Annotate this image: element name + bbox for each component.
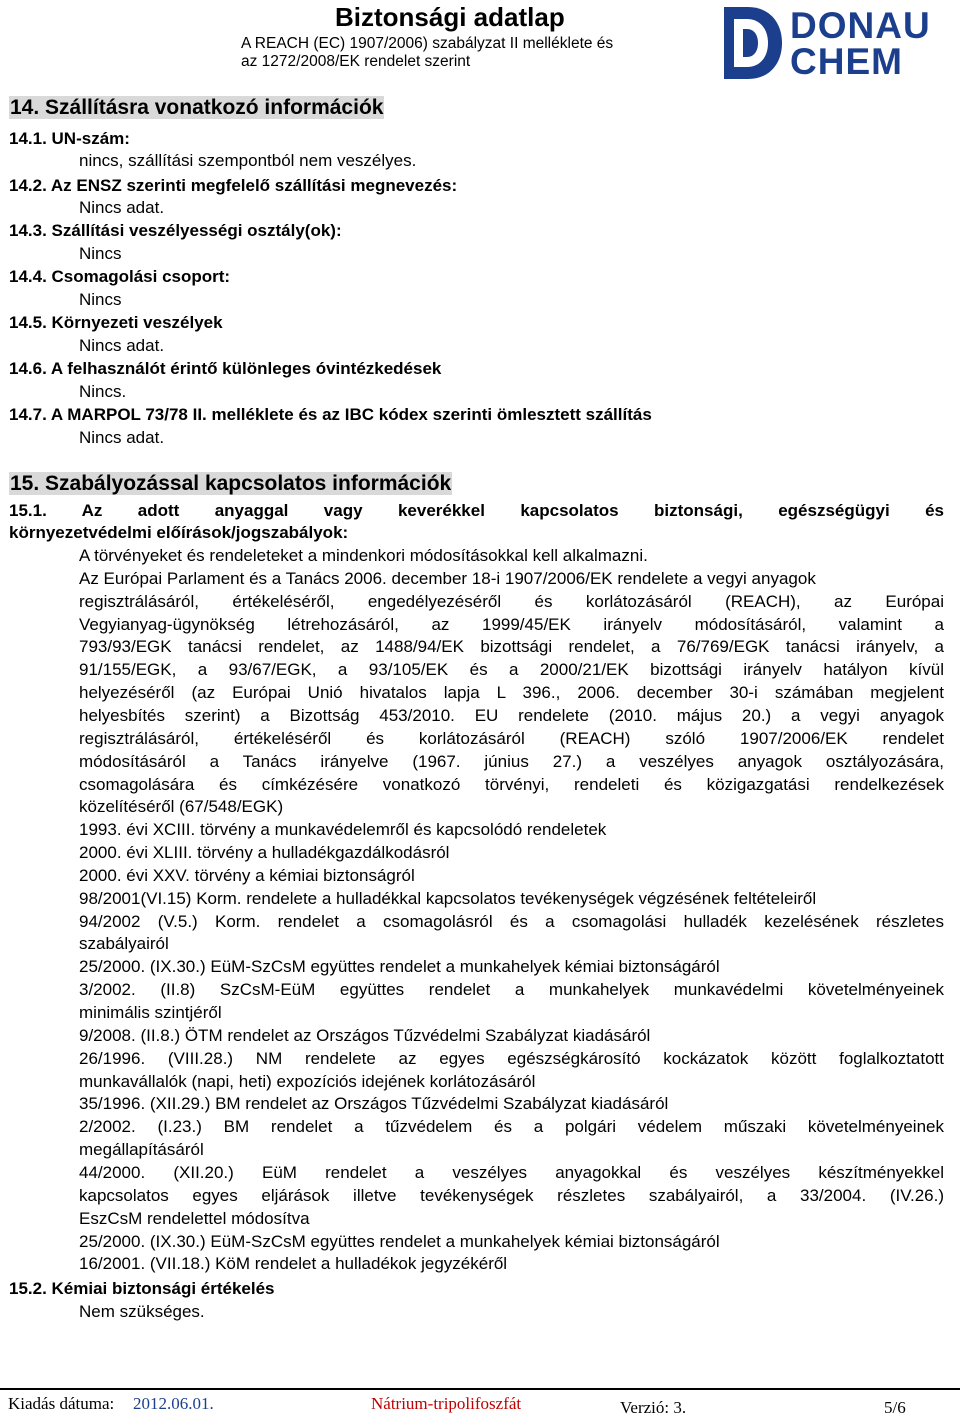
regulation-line: helyezéséről (az Európai Unió hivatalos lapja L 396., 2006. december 30-i számában megjelent xyxy=(79,683,944,702)
logo-text-chem: CHEM xyxy=(790,41,903,82)
regulation-line: Az Európai Parlament és a Tanács 2006. december 18-i 1907/2006/EK rendelete a vegyi anyagok xyxy=(79,569,816,588)
regulation-line: csomagolására és címkézésére vonatkozó törvényi, rendeleti és közigazgatási rendelkezések xyxy=(79,775,944,794)
section-15-heading: 15. Szabályozással kapcsolatos információk xyxy=(10,472,452,495)
regulation-line: szabályairól xyxy=(79,934,169,953)
item-14-6-value: Nincs. xyxy=(79,382,127,401)
footer-divider xyxy=(0,1388,960,1390)
item-14-3-value: Nincs xyxy=(79,244,122,263)
item-14-2-label: 14.2. Az ENSZ szerinti megfelelő szállítási megnevezés: xyxy=(9,176,458,195)
regulation-line: regisztrálásáról, értékeléséről, engedélyezéséről és korlátozásáról (REACH), az Európai xyxy=(79,592,944,611)
regulation-line: 94/2002 (V.5.) Korm. rendelet a csomagolásról és a csomagolási hulladék kezelésének részletes xyxy=(79,912,944,931)
item-14-7-label: 14.7. A MARPOL 73/78 II. melléklete és az IBC kódex szerinti ömlesztett szállítás xyxy=(9,405,652,424)
regulation-line: regisztrálásáról, értékeléséről és korlátozásáról (REACH) szóló 1907/2006/EK rendelet xyxy=(79,729,944,748)
regulation-line: 25/2000. (IX.30.) EüM-SzCsM együttes rendelet a munkahelyek kémiai biztonságáról xyxy=(79,1232,720,1251)
regulation-line: 793/93/EGK tanácsi rendelet, az 1488/94/EK bizottsági rendelet, a 76/769/EGK tanácsi irányelv, a xyxy=(79,637,944,656)
regulation-line: módosításáról a Tanács irányelve (1967. június 27.) a veszélyes anyagok osztályozására, xyxy=(79,752,944,771)
issue-date: 2012.06.01. xyxy=(133,1394,214,1413)
item-14-4-label: 14.4. Csomagolási csoport: xyxy=(9,267,231,286)
product-name: Nátrium-tripolifoszfát xyxy=(371,1394,522,1413)
item-14-1-label: 14.1. UN-szám: xyxy=(9,129,130,148)
item-15-1-label-line1: 15.1. Az adott anyaggal vagy keverékkel kapcsolatos biztonsági, egészségügyi és xyxy=(9,501,944,520)
item-14-3-label: 14.3. Szállítási veszélyességi osztály(ok): xyxy=(9,221,342,240)
item-14-7-value: Nincs adat. xyxy=(79,428,165,447)
version: Verzió: 3. xyxy=(620,1398,687,1417)
regulation-line: munkavállalók (napi, heti) expozíciós idejének korlátozásáról xyxy=(79,1072,536,1091)
document-subtitle-2: az 1272/2008/EK rendelet szerint xyxy=(241,53,471,70)
regulation-line: 2000. évi XXV. törvény a kémiai biztonságról xyxy=(79,866,415,885)
logo-text-donau: DONAU xyxy=(790,5,931,46)
item-15-2-value: Nem szükséges. xyxy=(79,1302,205,1321)
document-subtitle-1: A REACH (EC) 1907/2006) szabályzat II melléklete és xyxy=(241,35,614,52)
regulation-line: 2000. évi XLIII. törvény a hulladékgazdálkodásról xyxy=(79,843,450,862)
regulation-line: közelítéséről (67/548/EGK) xyxy=(79,797,284,816)
item-14-4-value: Nincs xyxy=(79,290,122,309)
item-14-2-value: Nincs adat. xyxy=(79,198,165,217)
item-14-5-label: 14.5. Környezeti veszélyek xyxy=(9,313,223,332)
item-14-5-value: Nincs adat. xyxy=(79,336,165,355)
regulation-line: helyesbítés szerint) a Bizottság 453/2010. EU rendelete (2010. május 20.) a vegyi anyagok xyxy=(79,706,944,725)
page-number: 5/6 xyxy=(884,1398,906,1417)
regulation-line: minimális szintjéről xyxy=(79,1003,222,1022)
regulation-line: Vegyianyag-ügynökség létrehozásáról, az 1999/45/EK irányelv módosításáról, valamint a xyxy=(79,615,944,634)
regulation-line: 25/2000. (IX.30.) EüM-SzCsM együttes rendelet a munkahelyek kémiai biztonságáról xyxy=(79,957,720,976)
regulation-line: 26/1996. (VIII.28.) NM rendelete az egyes egészségkárosító kockázatok között foglalkoztatott xyxy=(79,1049,944,1068)
page-footer xyxy=(0,1388,960,1416)
regulation-line: EszCsM rendelettel módosítva xyxy=(79,1209,310,1228)
issue-date-label: Kiadás dátuma: xyxy=(8,1394,115,1413)
item-15-2-label: 15.2. Kémiai biztonsági értékelés xyxy=(9,1279,275,1298)
regulation-line: 35/1996. (XII.29.) BM rendelet az Országos Tűzvédelmi Szabályzat kiadásáról xyxy=(79,1094,669,1113)
item-14-6-label: 14.6. A felhasználót érintő különleges óvintézkedések xyxy=(9,359,442,378)
regulation-line: 91/155/EGK, a 93/67/EGK, a 93/105/EK és a 2000/21/EK bizottsági irányelv hatályon kívül xyxy=(79,660,944,679)
regulation-line: A törvényeket és rendeleteket a mindenkori módosításokkal kell alkalmazni. xyxy=(79,546,648,565)
regulation-line: 2/2002. (I.23.) BM rendelet a tűzvédelem és a polgári védelem műszaki követelményeinek xyxy=(79,1117,944,1136)
regulation-line: 1993. évi XCIII. törvény a munkavédelemről és kapcsolódó rendeletek xyxy=(79,820,607,839)
regulation-line: 9/2008. (II.8.) ÖTM rendelet az Országos Tűzvédelmi Szabályzat kiadásáról xyxy=(79,1026,651,1045)
regulation-line: 16/2001. (VII.18.) KöM rendelet a hulladékok jegyzékéről xyxy=(79,1254,508,1273)
item-14-1-value: nincs, szállítási szempontból nem veszélyes. xyxy=(79,151,417,170)
regulation-line: 3/2002. (II.8) SzCsM-EüM együttes rendelet a munkahelyek munkavédelmi követelményeinek xyxy=(79,980,944,999)
item-15-1-label-line2: környezetvédelmi előírások/jogszabályok: xyxy=(9,523,349,542)
regulation-line: 98/2001(VI.15) Korm. rendelete a hulladékkal kapcsolatos tevékenységek végzésének feltételeiről xyxy=(79,889,817,908)
donauchem-logo xyxy=(724,5,958,82)
document-title: Biztonsági adatlap xyxy=(335,2,565,32)
logo-mark-icon xyxy=(724,7,782,79)
section-14-heading: 14. Szállításra vonatkozó információk xyxy=(10,96,384,119)
regulation-line: megállapításáról xyxy=(79,1140,204,1159)
regulation-line: 44/2000. (XII.20.) EüM rendelet a veszélyes anyagokkal és veszélyes készítményekkel xyxy=(79,1163,944,1182)
regulation-line: kapcsolatos egyes eljárások illetve tevékenységek részletes szabályairól, a 33/2004. (IV.26.) xyxy=(79,1186,944,1205)
